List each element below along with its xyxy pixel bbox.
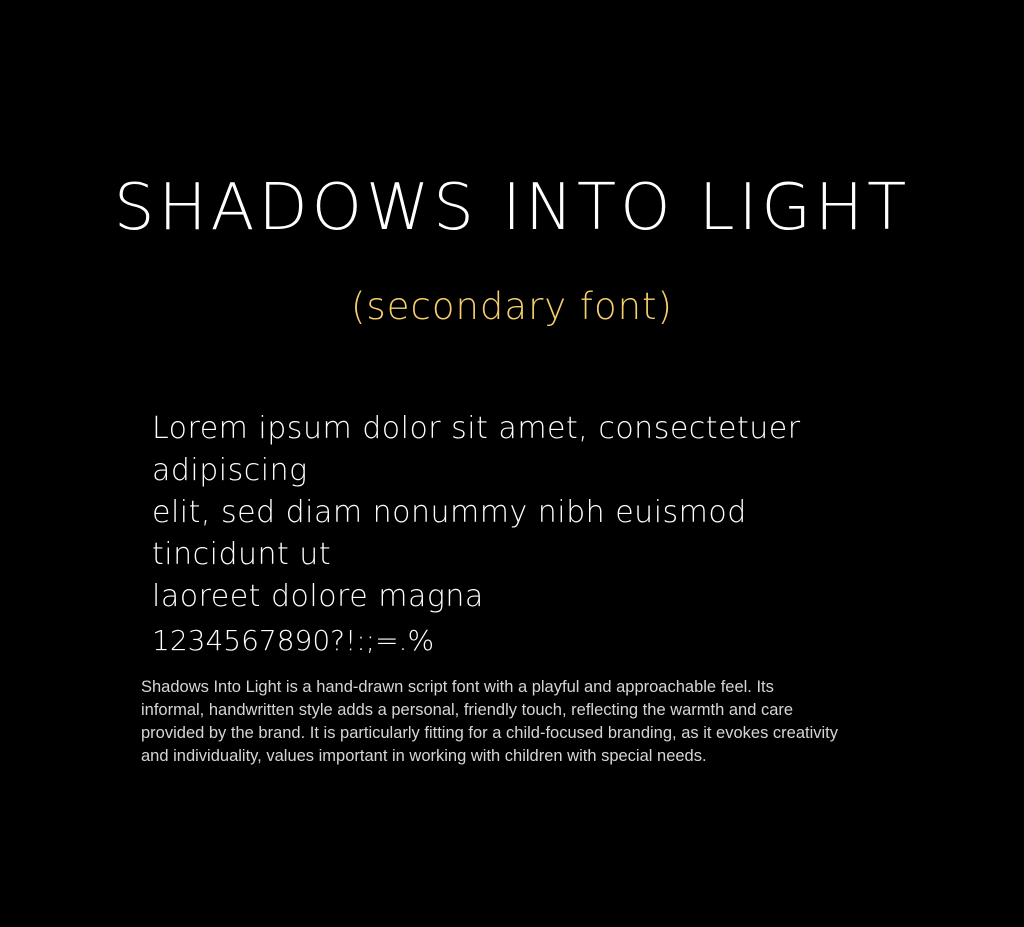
font-description-paragraph: Shadows Into Light is a hand-drawn script font with a playful and approachable feel. Its informal, handwritten style adds a personal, friendly touch, reflecting the warmth and care provided by the brand. It is particularly fitting for a child-focused branding, as it evokes creativity and individuality, values important in working with children with special needs. — [141, 678, 839, 765]
font-role-subtitle: (secondary font) — [351, 285, 673, 328]
specimen-line-2: elit, sed diam nonummy nibh euismod tincidunt ut — [152, 495, 747, 572]
specimen-numerals-and-punctuation: 1234567890?!:;=.% — [152, 624, 435, 657]
font-specimen-block — [152, 408, 852, 662]
page-title: SHADOWS INTO LIGHT — [113, 171, 911, 245]
specimen-line-3: laoreet dolore magna — [152, 579, 484, 614]
specimen-line-1: Lorem ipsum dolor sit amet, consectetuer adipiscing — [152, 411, 801, 488]
